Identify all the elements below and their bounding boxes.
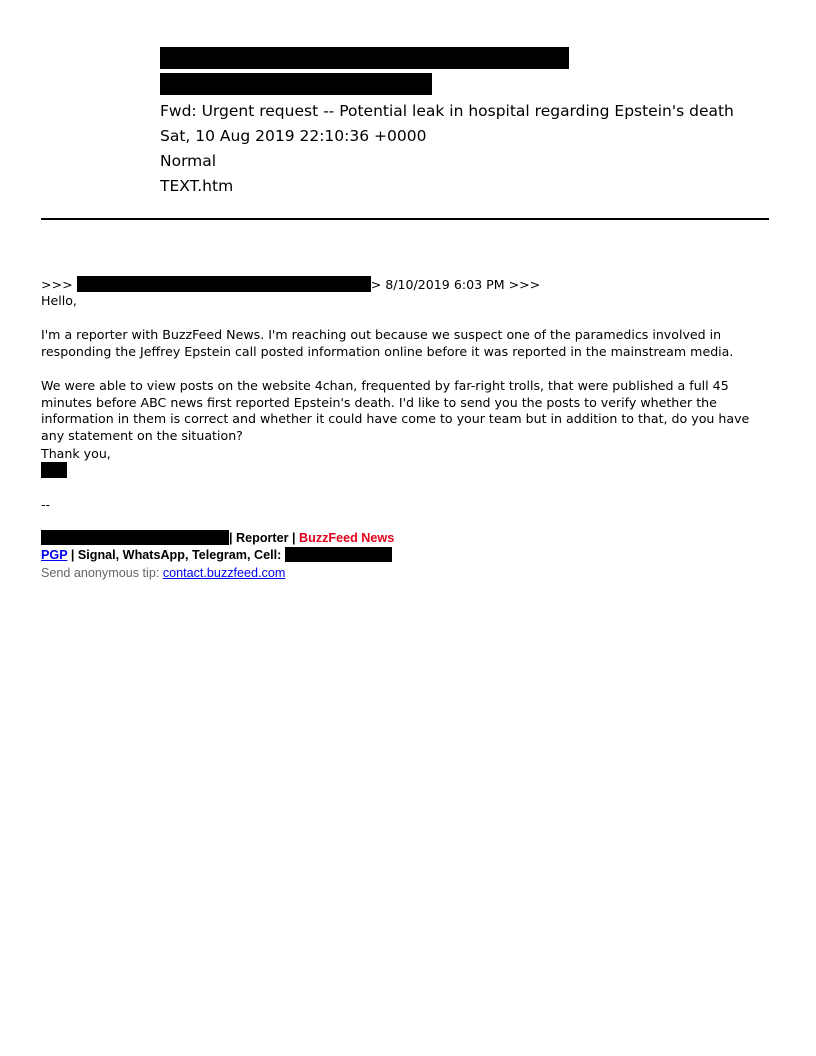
forward-sender-redaction: [77, 276, 371, 292]
to-redaction: [160, 73, 432, 99]
contact-methods: | Signal, WhatsApp, Telegram, Cell:: [67, 548, 285, 562]
org-name: BuzzFeed News: [299, 531, 395, 545]
paragraph-2: [41, 378, 776, 444]
pgp-link[interactable]: PGP: [41, 548, 68, 562]
greeting: Hello,: [41, 293, 77, 308]
forward-suffix: > 8/10/2019 6:03 PM >>>: [370, 277, 541, 292]
signature-line-3: [41, 565, 285, 582]
attachments-value: TEXT.htm: [160, 177, 234, 195]
paragraph-1: [41, 327, 776, 360]
role-text: | Reporter |: [229, 531, 300, 545]
separator: --: [41, 497, 51, 512]
from-redaction: [160, 47, 569, 73]
importance-value: Normal: [160, 152, 217, 170]
forward-prefix: >>>: [41, 277, 73, 292]
date-value: Sat, 10 Aug 2019 22:10:36 +0000: [160, 127, 427, 145]
subject-value: Fwd: Urgent request -- Potential leak in hospital regarding Epstein's death: [160, 102, 734, 120]
closing: Thank you,: [41, 446, 111, 461]
tip-link[interactable]: contact.buzzfeed.com: [162, 566, 286, 580]
tip-label: Send anonymous tip:: [41, 566, 163, 580]
reporter-name-redaction: [41, 530, 229, 545]
signature-line-2: [41, 547, 392, 564]
paragraph-1-text: I'm a reporter with BuzzFeed News. I'm reaching out because we suspect one of the paramedics involved in responding the Jeffrey Epstein call posted information online before it was reported in the mainstream media.: [41, 327, 734, 359]
forward-line: [41, 276, 776, 294]
cell-number-redaction: [285, 547, 392, 562]
sender-name-redaction: [41, 462, 776, 483]
header-divider: [41, 218, 769, 220]
signature-line-1: [41, 530, 394, 547]
paragraph-2-text: We were able to view posts on the website 4chan, frequented by far-right trolls, that were published a full 45 minutes before ABC news first reported Epstein's death. I'd like to send you the posts to verify whether the information in them is correct and whether it could have come to your team but in addition to that, do you have any statement on the situation?: [41, 378, 750, 443]
